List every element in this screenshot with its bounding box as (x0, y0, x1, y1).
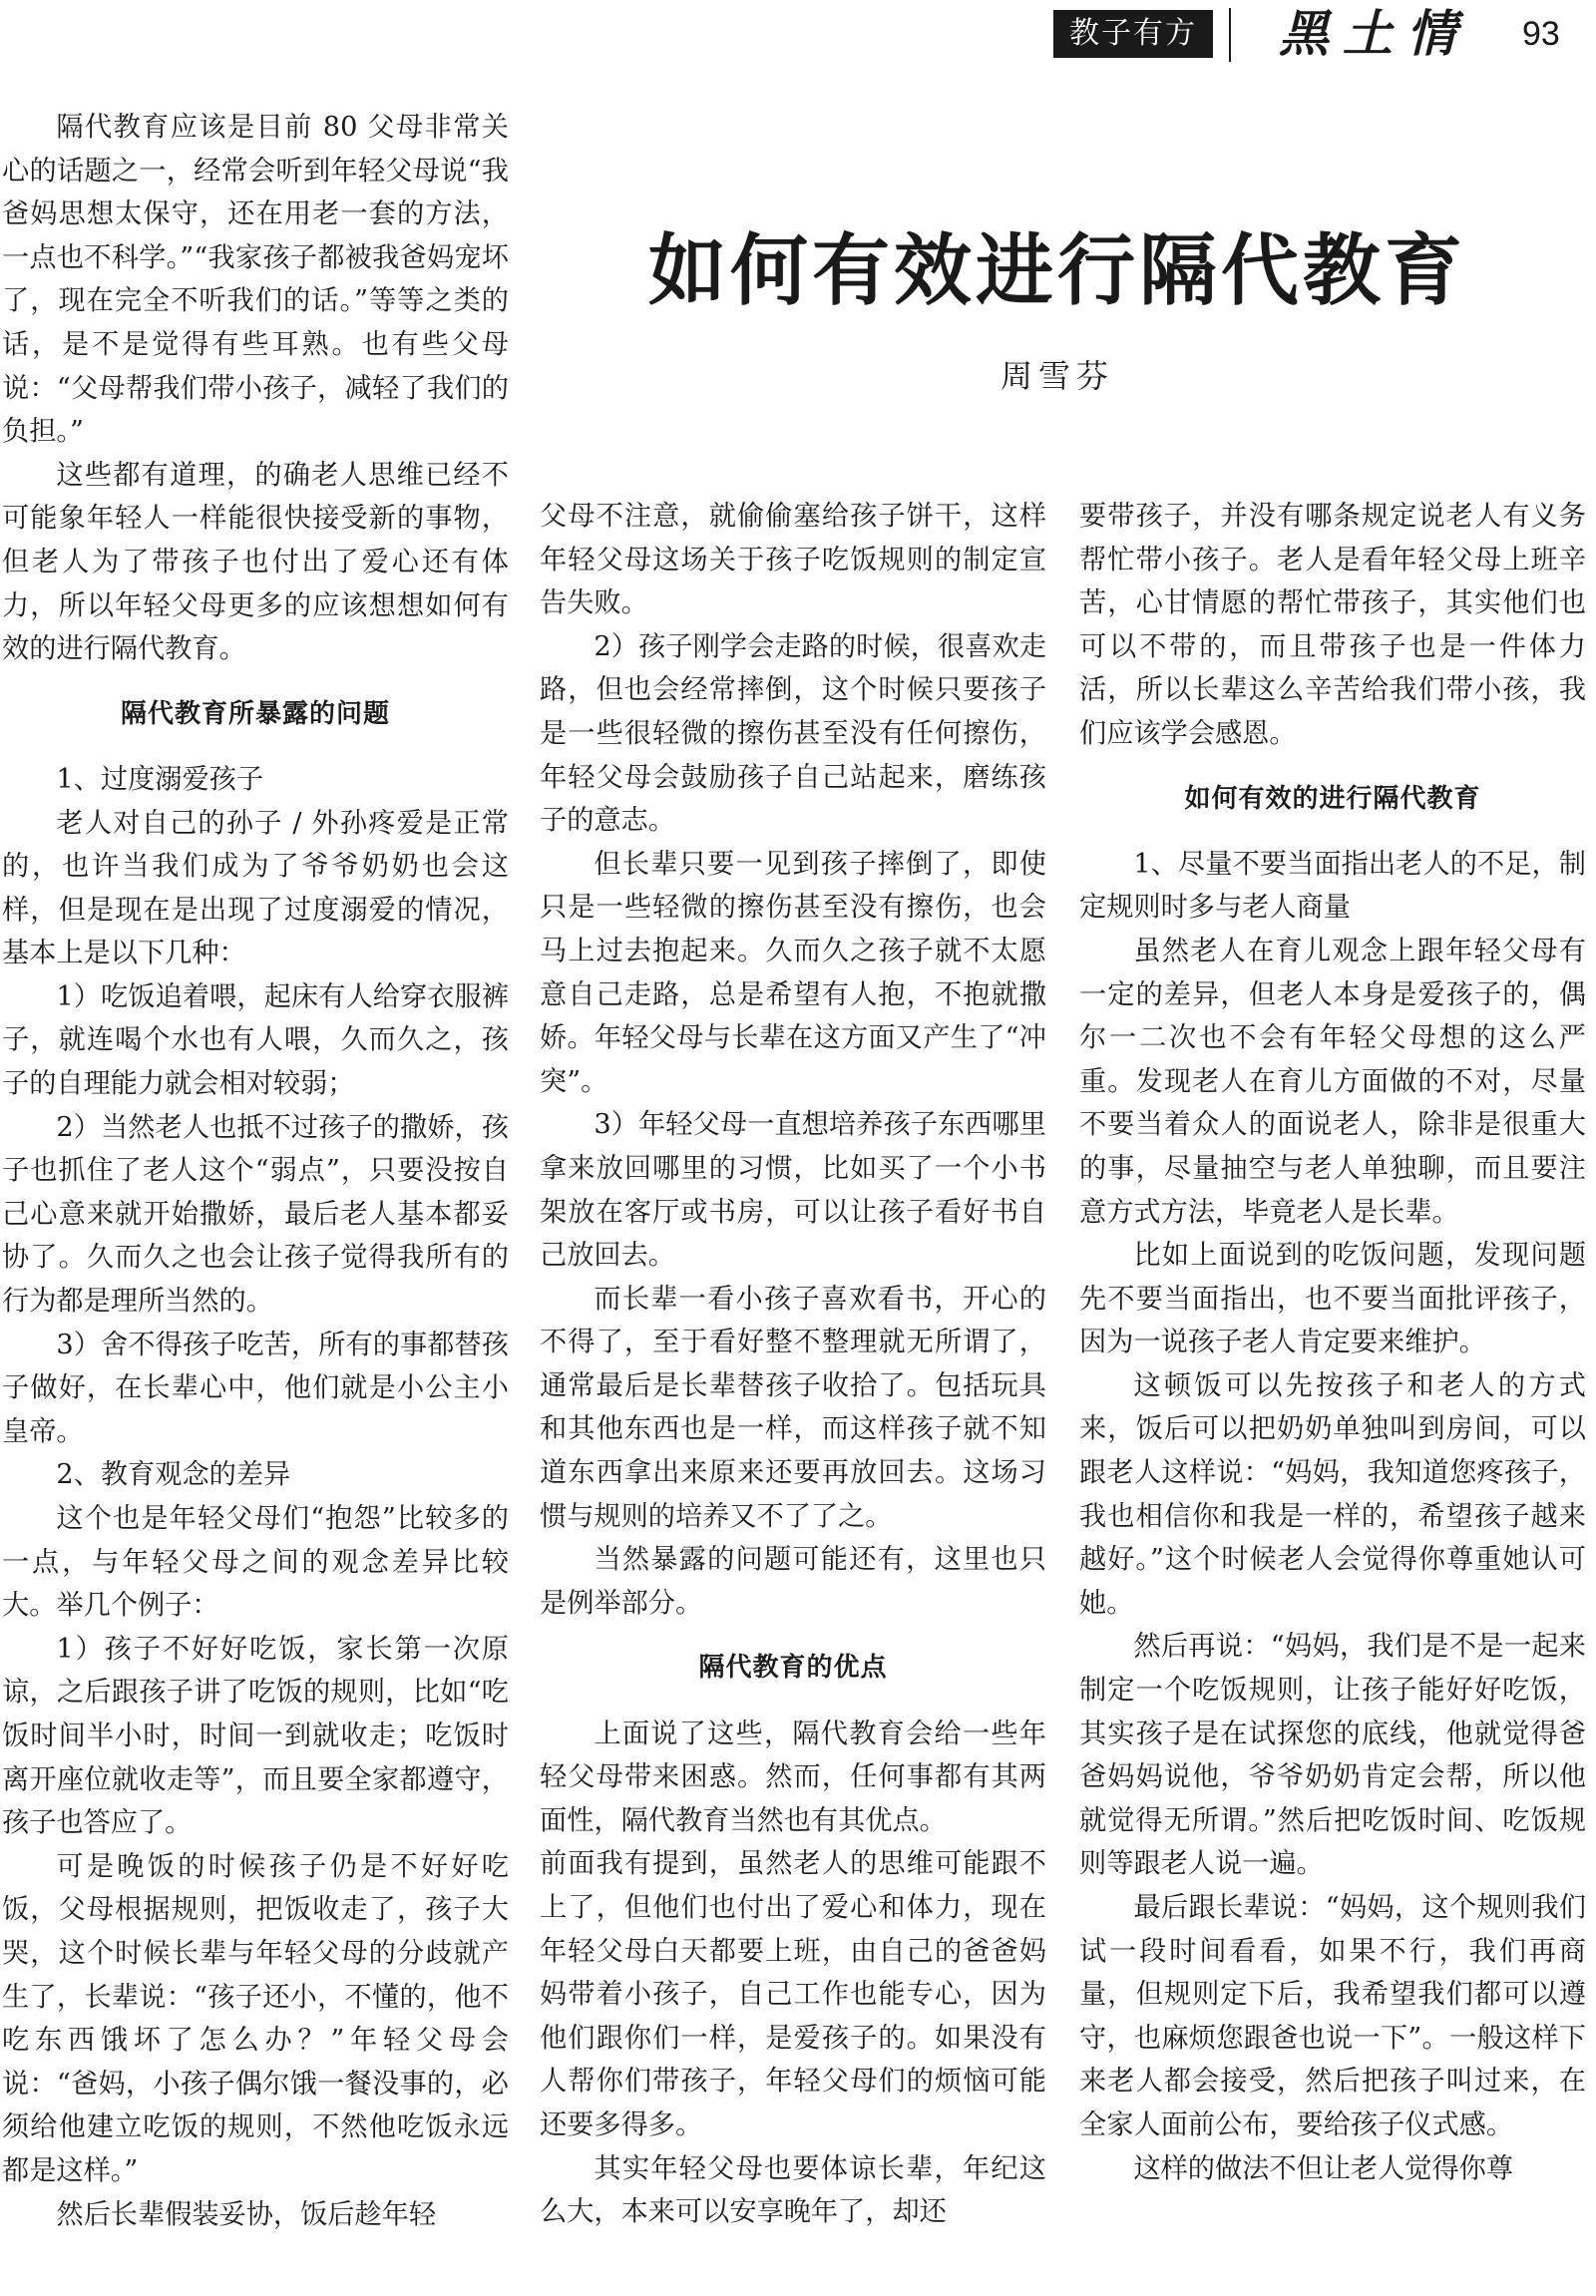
paragraph: 3）年轻父母一直想培养孩子东西哪里拿来放回哪里的习惯，比如买了一个小书架放在客厅或书房，可以让孩子看好书自己放回去。 (540, 1109, 1046, 1272)
paragraph: 2）当然老人也抵不过孩子的撒娇，孩子也抓住了老人这个“弱点”，只要没按自己心意来就开始撒娇，最后老人基本都妥协了。久而久之也会让孩子觉得我所有的行为都是理所当然的。 (2, 1111, 509, 1318)
paragraph: 1、过度溺爱孩子 (56, 763, 264, 795)
section-heading: 隔代教育所暴露的问题 (120, 698, 390, 729)
paragraph: 2、教育观念的差异 (56, 1459, 291, 1491)
paragraph: 前面我有提到，虽然老人的思维可能跟不上了，但他们也付出了爱心和体力，现在年轻父母白天都要上班，由自己的爸爸妈妈带着小孩子，自己工作也能专心，因为他们跟你们一样，是爱孩子的。如果没有人帮你们带孩子，年轻父母们的烦恼可能还要多得多。 (540, 1848, 1046, 2140)
paragraph: 1）孩子不好好吃饭，家长第一次原谅，之后跟孩子讲了吃饭的规则，比如“吃饭时间半小时，时间一到就收走；吃饭时离开座位就收走等”，而且要全家都遵守，孩子也答应了。 (2, 1633, 509, 1839)
paragraph: 虽然老人在育儿观念上跟年轻父母有一定的差异，但老人本身是爱孩子的，偶尔一二次也不会有年轻父母想的这么严重。发现老人在育儿方面做的不对，尽量不要当着众人的面说老人，除非是很重大的事，尽量抽空与老人单独聊，而且要注意方式方法，毕竟老人是长辈。 (1079, 935, 1586, 1228)
paragraph: 但长辈只要一见到孩子摔倒了，即使只是一些轻微的擦伤甚至没有擦伤，也会马上过去抱起来。久而久之孩子就不太愿意自己走路，总是希望有人抱，不抱就撒娇。年轻父母与长辈在这方面又产生了“冲突”。 (540, 848, 1046, 1097)
text-column-2 (540, 495, 1046, 2234)
section-heading: 隔代教育的优点 (698, 1653, 888, 1684)
paragraph: 1、尽量不要当面指出老人的不足，制定规则时多与老人商量 (1079, 848, 1586, 924)
paragraph: 然后再说：“妈妈，我们是不是一起来制定一个吃饭规则，让孩子能好好吃饭，其实孩子是在试探您的底线，他就觉得爸爸妈妈说他，爷爷奶奶肯定会帮，所以他就觉得无所谓。”然后把吃饭时间、吃饭规则等跟老人说一遍。 (1079, 1631, 1586, 1880)
paragraph: 而长辈一看小孩子喜欢看书，开心的不得了，至于看好整不整理就无所谓了，通常最后是长辈替孩子收拾了。包括玩具和其他东西也是一样，而这样孩子就不知道东西拿出来原来还要再放回去。这场习惯与规则的培养又不了了之。 (540, 1283, 1046, 1532)
header-divider (1229, 8, 1231, 62)
section-heading: 如何有效的进行隔代教育 (1184, 783, 1481, 814)
paragraph: 父母不注意，就偷偷塞给孩子饼干，这样年轻父母这场关于孩子吃饭规则的制定宣告失败。 (540, 501, 1046, 619)
paragraph: 最后跟长辈说：“妈妈，这个规则我们试一段时间看看，如果不行，我们再商量，但规则定下后，我希望我们都可以遵守，也麻烦您跟爸也说一下”。一般这样下来老人都会接受，然后把孩子叫过来，在全家人面前公布，要给孩子仪式感。 (1079, 1892, 1586, 2140)
section-tag: 教子有方 (1053, 10, 1213, 58)
paragraph: 然后长辈假装妥协，饭后趁年轻 (56, 2198, 437, 2230)
paragraph: 这顿饭可以先按孩子和老人的方式来，饭后可以把奶奶单独叫到房间，可以跟老人这样说：“妈妈，我知道您疼孩子，我也相信你和我是一样的，希望孩子越来越好。”这个时候老人会觉得你尊重她认可她。 (1079, 1369, 1586, 1619)
paragraph: 上面说了这些，隔代教育会给一些年轻父母带来困惑。然而，任何事都有其两面性，隔代教育当然也有其优点。 (540, 1718, 1046, 1836)
paragraph: 可是晚饭的时候孩子仍是不好好吃饭，父母根据规则，把饭收走了，孩子大哭，这个时候长辈与年轻父母的分歧就产生了，长辈说：“孩子还小，不懂的，他不吃东西饿坏了怎么办？”年轻父母会说：“爸妈，小孩子偶尔饿一餐没事的，必须给他建立吃饭的规则，不然他吃饭永远都是这样。” (2, 1850, 509, 2186)
paragraph: 老人对自己的孙子 / 外孙疼爱是正常的，也许当我们成为了爷爷奶奶也会这样，但是现在是出现了过度溺爱的情况，基本上是以下几种： (2, 807, 509, 969)
page-header (0, 0, 1596, 70)
text-column-1 (2, 106, 509, 2236)
paragraph: 隔代教育应该是目前 80 父母非常关心的话题之一，经常会听到年轻父母说“我爸妈思想太保守，还在用老一套的方法，一点也不科学。”“我家孩子都被我爸妈宠坏了，现在完全不听我们的话。”等等之类的话，是不是觉得有些耳熟。也有些父母说：“父母帮我们带小孩子，减轻了我们的负担。” (2, 112, 509, 448)
article-author: 周雪芬 (999, 357, 1114, 395)
paragraph: 2）孩子刚学会走路的时候，很喜欢走路，但也会经常摔倒，这个时候只要孩子是一些很轻微的擦伤甚至没有任何擦伤，年轻父母会鼓励孩子自己站起来，磨练孩子的意志。 (540, 630, 1046, 837)
paragraph: 其实年轻父母也要体谅长辈，年纪这么大，本来可以安享晚年了，却还 (540, 2152, 1046, 2228)
paragraph: 3）舍不得孩子吃苦，所有的事都替孩子做好，在长辈心中，他们就是小公主小皇帝。 (2, 1329, 509, 1447)
paragraph: 1）吃饭追着喂，起床有人给穿衣服裤子，就连喝个水也有人喂，久而久之，孩子的自理能力就会相对较弱； (2, 980, 509, 1100)
paragraph: 当然暴露的问题可能还有，这里也只是例举部分。 (540, 1544, 1046, 1619)
magazine-logo: 黑土情 (1279, 4, 1470, 63)
text-column-3 (1079, 495, 1586, 2190)
paragraph: 比如上面说到的吃饭问题，发现问题先不要当面指出，也不要当面批评孩子，因为一说孩子老人肯定要来维护。 (1079, 1240, 1586, 1358)
paragraph: 要带孩子，并没有哪条规定说老人有义务帮忙带小孩子。老人是看年轻父母上班辛苦，心甘情愿的帮忙带孩子，其实他们也可以不带的，而且带孩子也是一件体力活，所以长辈这么辛苦给我们带小孩，我们应该学会感恩。 (1079, 501, 1586, 749)
page-number: 93 (1522, 15, 1560, 53)
article-title: 如何有效进行隔代教育 (647, 225, 1466, 316)
paragraph: 这个也是年轻父母们“抱怨”比较多的一点，与年轻父母之间的观念差异比较大。举几个例子： (2, 1503, 509, 1622)
paragraph: 这些都有道理，的确老人思维已经不可能象年轻人一样能很快接受新的事物，但老人为了带孩子也付出了爱心还有体力，所以年轻父母更多的应该想想如何有效的进行隔代教育。 (2, 459, 509, 665)
paragraph: 这样的做法不但让老人觉得你尊 (1133, 2152, 1514, 2184)
